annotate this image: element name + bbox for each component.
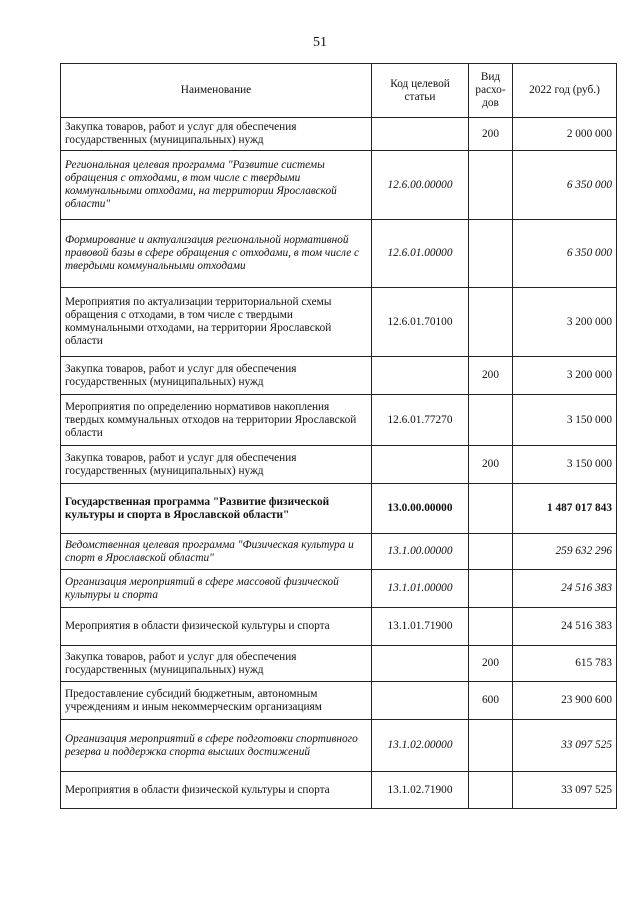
table-row — [61, 446, 617, 484]
cell-code: 13.1.02.71900 — [372, 772, 469, 809]
cell-name: Организация мероприятий в сфере массовой физической культуры и спорта — [61, 570, 372, 608]
cell-code: 13.1.01.00000 — [372, 570, 469, 608]
cell-amount: 6 350 000 — [513, 220, 617, 288]
header-code: Код целевой статьи — [372, 64, 469, 118]
table-row — [61, 484, 617, 534]
table-row — [61, 646, 617, 682]
header-amount: 2022 год (руб.) — [513, 64, 617, 118]
cell-type — [469, 151, 513, 220]
table-row — [61, 720, 617, 772]
budget-table — [60, 63, 617, 809]
table-row — [61, 534, 617, 570]
page-number: 51 — [313, 35, 327, 50]
table-row — [61, 570, 617, 608]
cell-name: Закупка товаров, работ и услуг для обеспечения государственных (муниципальных) нужд — [61, 446, 372, 484]
cell-name: Формирование и актуализация региональной нормативной правовой базы в сфере обращения с отходами, в том числе с твердыми коммунальными отходами — [61, 220, 372, 288]
table-row — [61, 288, 617, 357]
cell-type — [469, 288, 513, 357]
cell-amount: 2 000 000 — [513, 118, 617, 151]
cell-type — [469, 534, 513, 570]
cell-name: Закупка товаров, работ и услуг для обеспечения государственных (муниципальных) нужд — [61, 118, 372, 151]
cell-name: Закупка товаров, работ и услуг для обеспечения государственных (муниципальных) нужд — [61, 357, 372, 395]
cell-amount: 1 487 017 843 — [513, 484, 617, 534]
cell-name: Государственная программа "Развитие физической культуры и спорта в Ярославской области" — [61, 484, 372, 534]
cell-amount: 259 632 296 — [513, 534, 617, 570]
cell-amount: 615 783 — [513, 646, 617, 682]
cell-amount: 33 097 525 — [513, 772, 617, 809]
cell-code — [372, 646, 469, 682]
cell-amount: 6 350 000 — [513, 151, 617, 220]
cell-amount: 3 150 000 — [513, 446, 617, 484]
cell-type: 200 — [469, 646, 513, 682]
cell-name: Закупка товаров, работ и услуг для обеспечения государственных (муниципальных) нужд — [61, 646, 372, 682]
cell-code: 12.6.01.00000 — [372, 220, 469, 288]
cell-code: 12.6.00.00000 — [372, 151, 469, 220]
table-row — [61, 220, 617, 288]
cell-code — [372, 446, 469, 484]
cell-code — [372, 357, 469, 395]
table-row — [61, 395, 617, 446]
table-header-row — [61, 64, 617, 118]
table-row — [61, 151, 617, 220]
cell-type — [469, 220, 513, 288]
cell-type: 200 — [469, 118, 513, 151]
cell-type: 600 — [469, 682, 513, 720]
table-row — [61, 772, 617, 809]
table-row — [61, 118, 617, 151]
cell-type — [469, 608, 513, 646]
table-body — [61, 118, 617, 809]
cell-amount: 3 200 000 — [513, 357, 617, 395]
cell-amount: 24 516 383 — [513, 570, 617, 608]
cell-type: 200 — [469, 446, 513, 484]
cell-name: Предоставление субсидий бюджетным, автономным учреждениям и иным некоммерческим организациям — [61, 682, 372, 720]
cell-name: Региональная целевая программа "Развитие системы обращения с отходами, в том числе с твердыми коммунальными отходами, на территории Ярославской области" — [61, 151, 372, 220]
cell-amount: 24 516 383 — [513, 608, 617, 646]
cell-code: 12.6.01.70100 — [372, 288, 469, 357]
cell-type — [469, 720, 513, 772]
cell-type — [469, 570, 513, 608]
cell-name: Мероприятия по актуализации территориальной схемы обращения с отходами, в том числе с твердыми коммунальными отходами, на территории Ярославской области — [61, 288, 372, 357]
cell-code — [372, 118, 469, 151]
cell-amount: 33 097 525 — [513, 720, 617, 772]
table-row — [61, 682, 617, 720]
cell-type — [469, 772, 513, 809]
header-name: Наименование — [61, 64, 372, 118]
header-type: Вид расхо-дов — [469, 64, 513, 118]
cell-name: Мероприятия в области физической культуры и спорта — [61, 772, 372, 809]
cell-amount: 3 150 000 — [513, 395, 617, 446]
table-row — [61, 357, 617, 395]
cell-name: Мероприятия по определению нормативов накопления твердых коммунальных отходов на территории Ярославской области — [61, 395, 372, 446]
table-row — [61, 608, 617, 646]
cell-amount: 3 200 000 — [513, 288, 617, 357]
cell-type — [469, 395, 513, 446]
cell-name: Организация мероприятий в сфере подготовки спортивного резерва и поддержка спорта высших достижений — [61, 720, 372, 772]
cell-name: Ведомственная целевая программа "Физическая культура и спорт в Ярославской области" — [61, 534, 372, 570]
cell-code: 13.0.00.00000 — [372, 484, 469, 534]
cell-amount: 23 900 600 — [513, 682, 617, 720]
cell-code: 13.1.00.00000 — [372, 534, 469, 570]
cell-code — [372, 682, 469, 720]
cell-type — [469, 484, 513, 534]
cell-code: 12.6.01.77270 — [372, 395, 469, 446]
cell-code: 13.1.01.71900 — [372, 608, 469, 646]
cell-code: 13.1.02.00000 — [372, 720, 469, 772]
cell-name: Мероприятия в области физической культуры и спорта — [61, 608, 372, 646]
cell-type: 200 — [469, 357, 513, 395]
